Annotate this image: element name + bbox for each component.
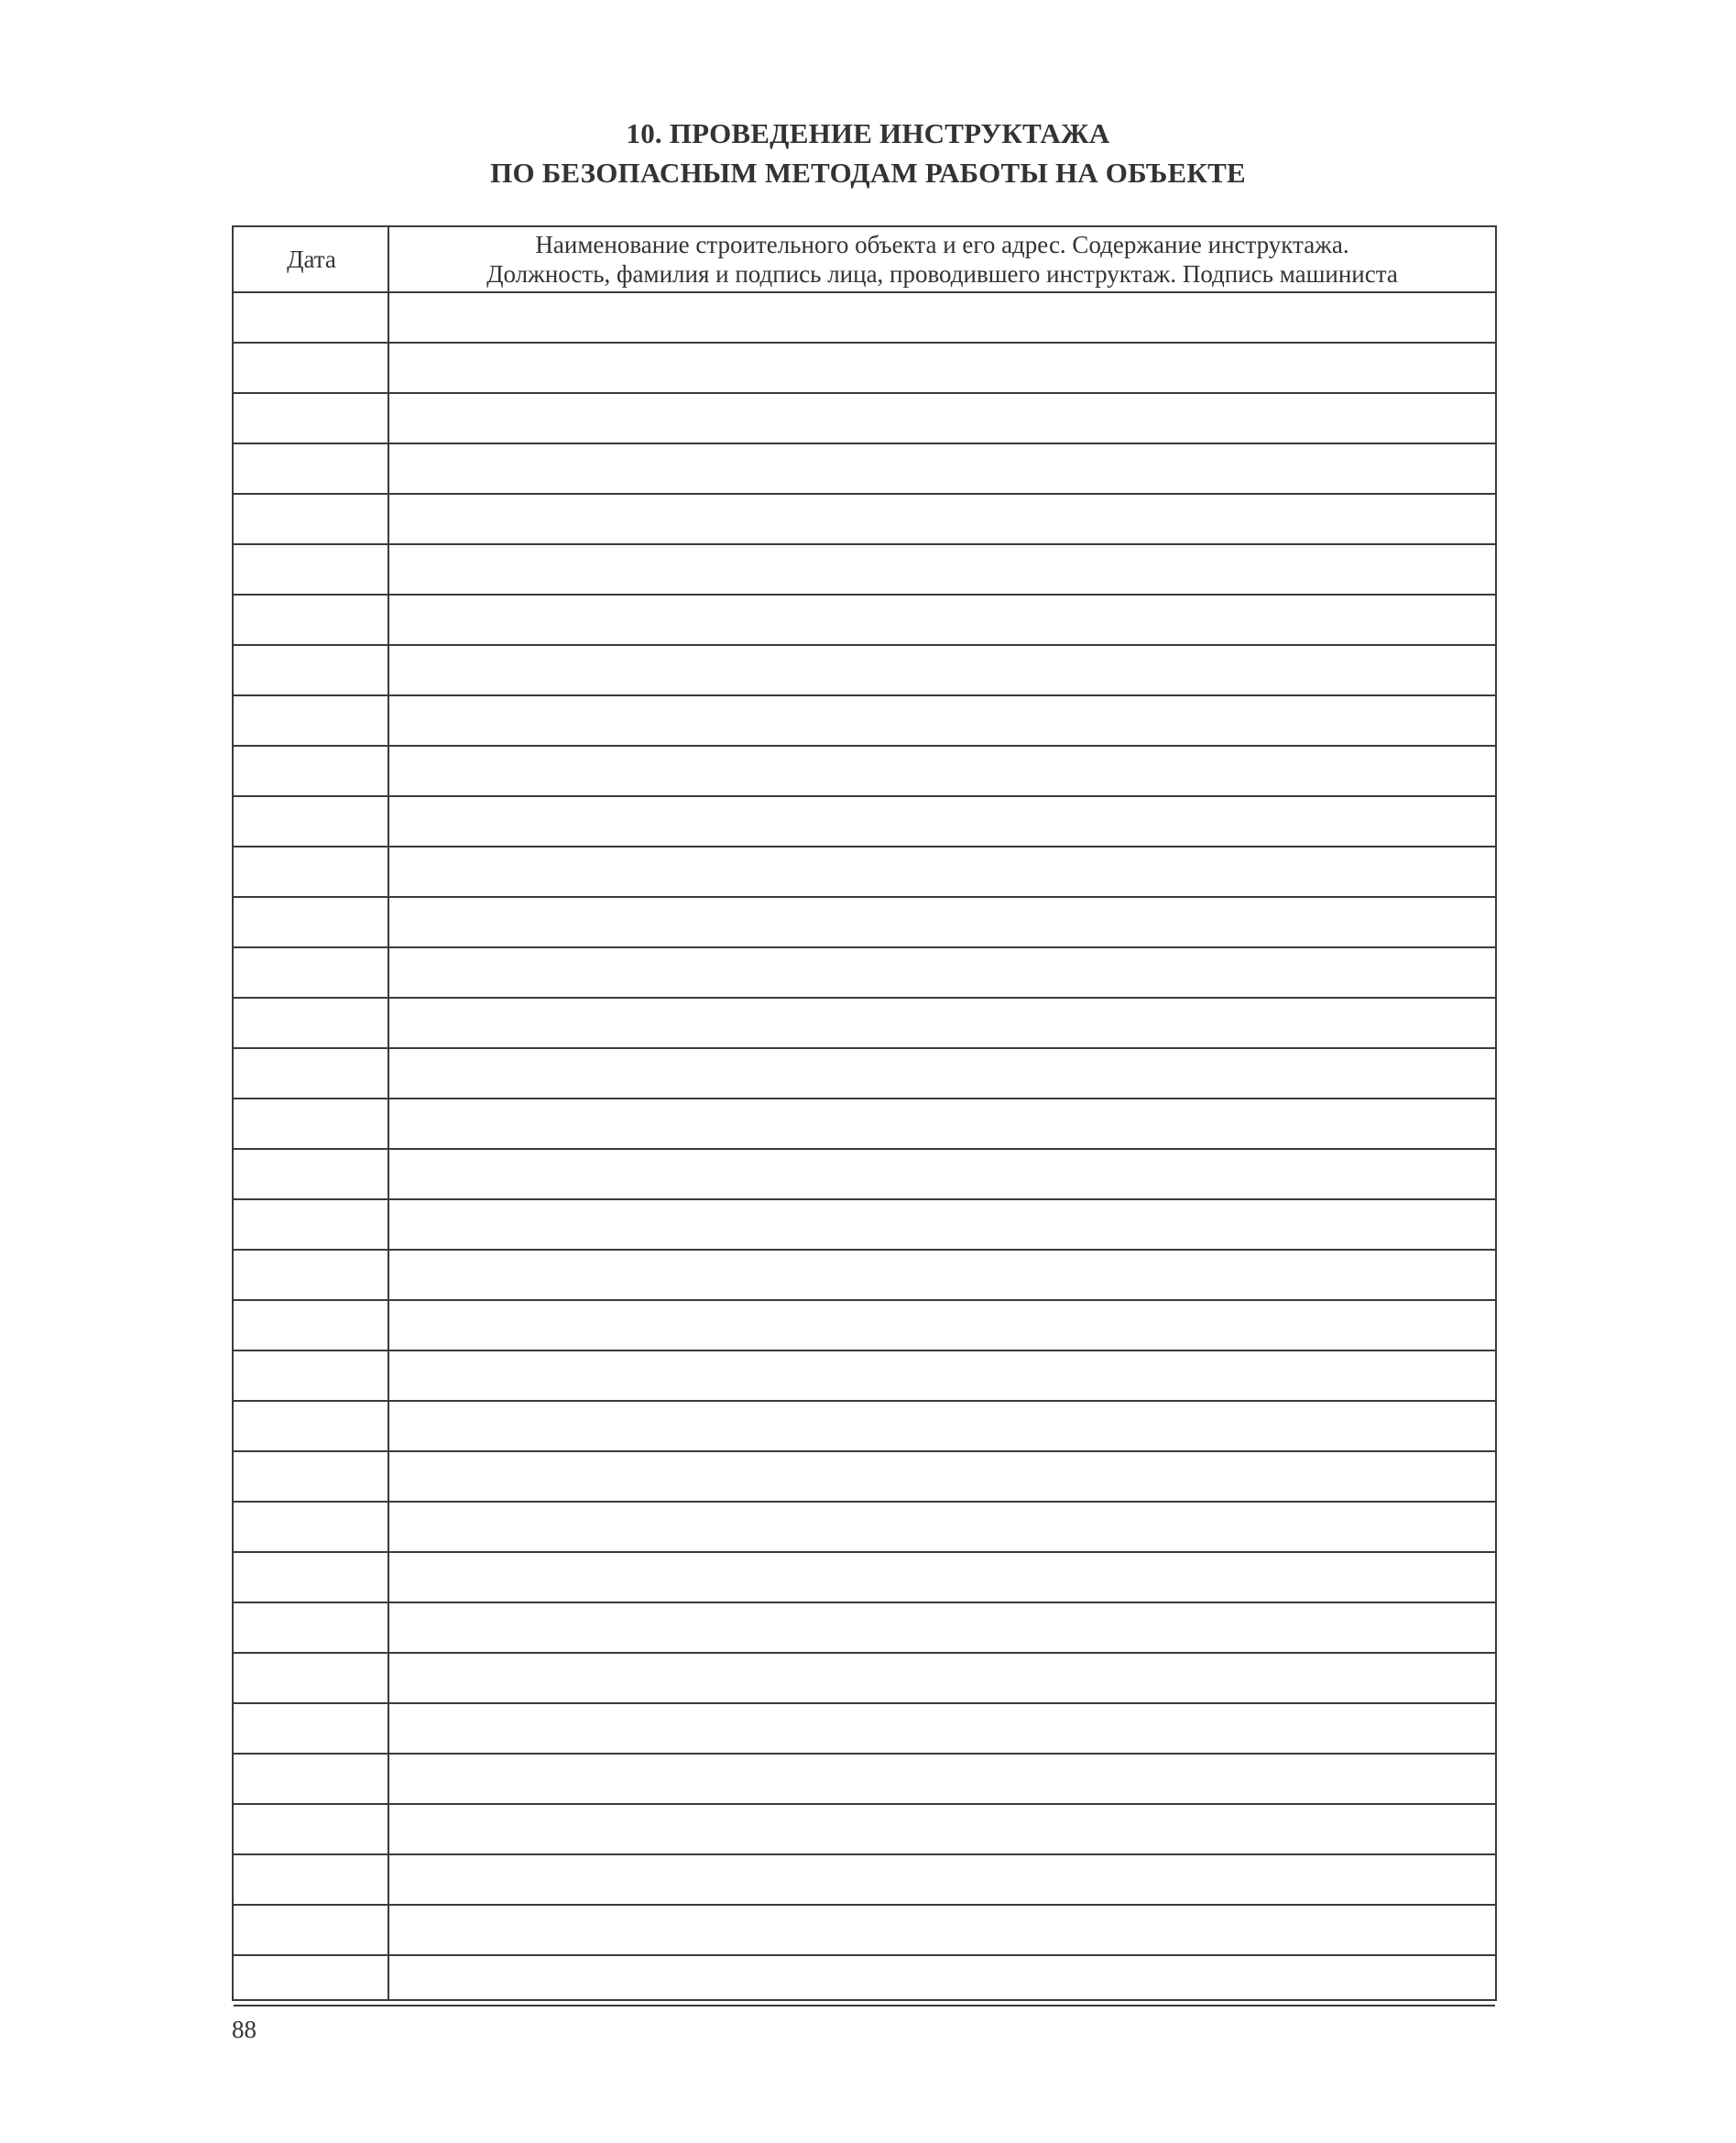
description-cell[interactable] — [389, 999, 1495, 1047]
date-cell[interactable] — [234, 1150, 388, 1198]
date-cell[interactable] — [234, 394, 388, 443]
date-cell[interactable] — [234, 797, 388, 846]
description-cell[interactable] — [389, 2006, 1495, 2057]
description-cell[interactable] — [389, 1452, 1495, 1501]
table-row — [234, 1654, 1495, 1704]
date-cell[interactable] — [234, 1755, 388, 1803]
header-description-line-2: Должность, фамилия и подпись лица, проводившего инструктаж. Подпись машиниста — [486, 260, 1398, 288]
table-row — [234, 1805, 1495, 1855]
date-cell[interactable] — [234, 696, 388, 745]
date-cell[interactable] — [234, 1855, 388, 1904]
description-cell[interactable] — [389, 1099, 1495, 1148]
description-cell[interactable] — [389, 596, 1495, 644]
description-cell[interactable] — [389, 1351, 1495, 1400]
date-cell[interactable] — [234, 596, 388, 644]
table-row — [234, 1855, 1495, 1906]
date-cell[interactable] — [234, 847, 388, 896]
date-cell[interactable] — [234, 344, 388, 392]
description-cell[interactable] — [389, 847, 1495, 896]
table-row — [234, 2006, 1495, 2057]
table-row — [234, 1402, 1495, 1452]
date-cell[interactable] — [234, 1200, 388, 1249]
table-row — [234, 1452, 1495, 1503]
table-row — [234, 747, 1495, 797]
table-row — [234, 495, 1495, 545]
date-cell[interactable] — [234, 747, 388, 795]
table-row — [234, 1251, 1495, 1301]
date-cell[interactable] — [234, 293, 388, 342]
date-cell[interactable] — [234, 1049, 388, 1098]
page-number: 88 — [232, 2016, 257, 2043]
table-row — [234, 948, 1495, 999]
description-cell[interactable] — [389, 1200, 1495, 1249]
date-cell[interactable] — [234, 1654, 388, 1702]
table-row — [234, 898, 1495, 948]
table-row — [234, 596, 1495, 646]
date-cell[interactable] — [234, 898, 388, 946]
description-cell[interactable] — [389, 1402, 1495, 1450]
header-description — [389, 227, 1495, 291]
header-description-line-1: Наименование строительного объекта и его адрес. Содержание инструктажа. — [535, 231, 1349, 258]
table-row — [234, 696, 1495, 747]
table-row — [234, 1301, 1495, 1351]
table-row — [234, 1956, 1495, 2006]
description-cell[interactable] — [389, 646, 1495, 694]
description-cell[interactable] — [389, 1150, 1495, 1198]
description-cell[interactable] — [389, 495, 1495, 543]
date-cell[interactable] — [234, 2006, 388, 2057]
table-row — [234, 394, 1495, 444]
description-cell[interactable] — [389, 344, 1495, 392]
date-cell[interactable] — [234, 1452, 388, 1501]
description-cell[interactable] — [389, 1755, 1495, 1803]
description-cell[interactable] — [389, 1503, 1495, 1551]
date-cell[interactable] — [234, 1301, 388, 1350]
date-cell[interactable] — [234, 545, 388, 594]
date-cell[interactable] — [234, 1099, 388, 1148]
description-cell[interactable] — [389, 1906, 1495, 1954]
date-cell[interactable] — [234, 1351, 388, 1400]
date-cell[interactable] — [234, 999, 388, 1047]
description-cell[interactable] — [389, 898, 1495, 946]
description-cell[interactable] — [389, 797, 1495, 846]
header-date: Дата — [287, 245, 336, 273]
date-cell[interactable] — [234, 1603, 388, 1652]
table-row — [234, 545, 1495, 596]
date-cell[interactable] — [234, 1704, 388, 1753]
table-header — [234, 227, 1495, 293]
description-cell[interactable] — [389, 1855, 1495, 1904]
description-cell[interactable] — [389, 1251, 1495, 1299]
table-row — [234, 797, 1495, 847]
table-row — [234, 1704, 1495, 1755]
description-cell[interactable] — [389, 1956, 1495, 2005]
date-cell[interactable] — [234, 1956, 388, 2005]
table-row — [234, 293, 1495, 344]
date-cell[interactable] — [234, 1402, 388, 1450]
title-line-1: 10. ПРОВЕДЕНИЕ ИНСТРУКТАЖА — [626, 117, 1110, 149]
description-cell[interactable] — [389, 1704, 1495, 1753]
title-line-2: ПО БЕЗОПАСНЫМ МЕТОДАМ РАБОТЫ НА ОБЪЕКТЕ — [490, 157, 1246, 189]
table-row — [234, 1906, 1495, 1956]
description-cell[interactable] — [389, 1301, 1495, 1350]
date-cell[interactable] — [234, 646, 388, 694]
description-cell[interactable] — [389, 394, 1495, 443]
description-cell[interactable] — [389, 1654, 1495, 1702]
date-cell[interactable] — [234, 1503, 388, 1551]
table-row — [234, 847, 1495, 898]
description-cell[interactable] — [389, 545, 1495, 594]
description-cell[interactable] — [389, 696, 1495, 745]
date-cell[interactable] — [234, 1553, 388, 1602]
table-body — [234, 293, 1495, 2057]
description-cell[interactable] — [389, 293, 1495, 342]
table-row — [234, 1755, 1495, 1805]
description-cell[interactable] — [389, 444, 1495, 493]
description-cell[interactable] — [389, 747, 1495, 795]
table-row — [234, 1049, 1495, 1099]
table-row — [234, 646, 1495, 696]
description-cell[interactable] — [389, 948, 1495, 997]
date-cell[interactable] — [234, 948, 388, 997]
date-cell[interactable] — [234, 495, 388, 543]
table-row — [234, 999, 1495, 1049]
description-cell[interactable] — [389, 1049, 1495, 1098]
date-cell[interactable] — [234, 444, 388, 493]
date-cell[interactable] — [234, 1251, 388, 1299]
date-cell[interactable] — [234, 1906, 388, 1954]
instruction-log-table — [232, 225, 1497, 2001]
description-cell[interactable] — [389, 1553, 1495, 1602]
table-row — [234, 1150, 1495, 1200]
date-cell[interactable] — [234, 1805, 388, 1853]
table-row — [234, 344, 1495, 394]
table-row — [234, 1503, 1495, 1553]
table-row — [234, 1603, 1495, 1654]
description-cell[interactable] — [389, 1805, 1495, 1853]
table-row — [234, 1351, 1495, 1402]
table-row — [234, 1200, 1495, 1251]
table-row — [234, 444, 1495, 495]
table-row — [234, 1099, 1495, 1150]
description-cell[interactable] — [389, 1603, 1495, 1652]
table-row — [234, 1553, 1495, 1603]
page-title — [0, 114, 1736, 192]
